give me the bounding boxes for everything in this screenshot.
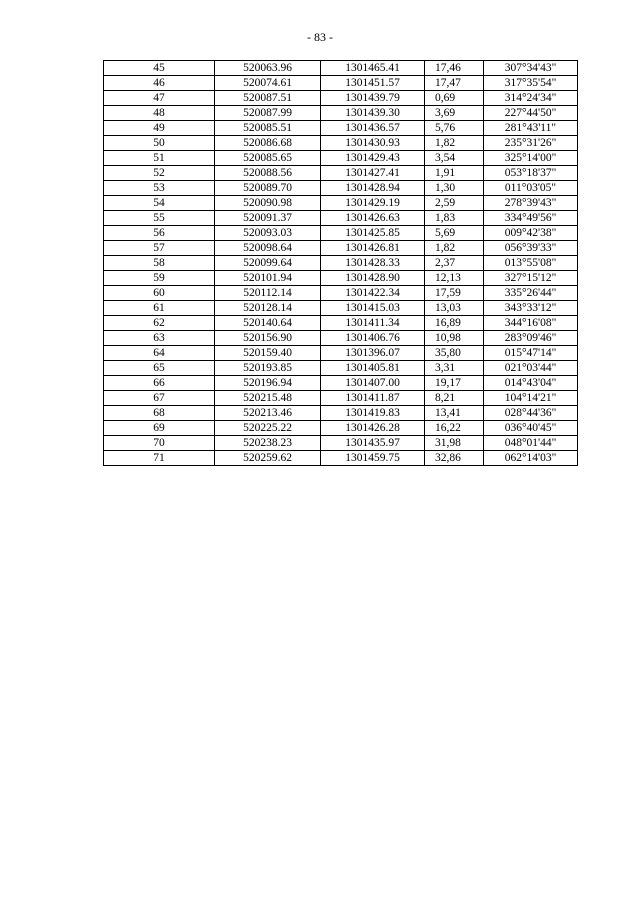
point-number-cell: 66 <box>104 376 215 391</box>
y-coordinate-cell: 1301436.57 <box>321 121 425 136</box>
table-row <box>104 391 578 406</box>
distance-cell: 13,41 <box>425 406 484 421</box>
x-coordinate-cell: 520225.22 <box>215 421 321 436</box>
point-number-cell: 64 <box>104 346 215 361</box>
table-row <box>104 181 578 196</box>
direction-angle-cell: 056°39'33" <box>484 241 578 256</box>
x-coordinate-cell: 520140.64 <box>215 316 321 331</box>
direction-angle-cell: 104°14'21" <box>484 391 578 406</box>
distance-cell: 3,31 <box>425 361 484 376</box>
direction-angle-cell: 048°01'44" <box>484 436 578 451</box>
y-coordinate-cell: 1301439.79 <box>321 91 425 106</box>
x-coordinate-cell: 520259.62 <box>215 451 321 466</box>
x-coordinate-cell: 520156.90 <box>215 331 321 346</box>
table-row <box>104 346 578 361</box>
direction-angle-cell: 343°33'12" <box>484 301 578 316</box>
table-row <box>104 361 578 376</box>
x-coordinate-cell: 520215.48 <box>215 391 321 406</box>
table-row <box>104 421 578 436</box>
x-coordinate-cell: 520159.40 <box>215 346 321 361</box>
point-number-cell: 69 <box>104 421 215 436</box>
page-number: - 83 - <box>307 30 333 44</box>
distance-cell: 16,22 <box>425 421 484 436</box>
point-number-cell: 60 <box>104 286 215 301</box>
table-row <box>104 301 578 316</box>
table-row <box>104 76 578 91</box>
x-coordinate-cell: 520087.99 <box>215 106 321 121</box>
point-number-cell: 68 <box>104 406 215 421</box>
direction-angle-cell: 028°44'36" <box>484 406 578 421</box>
point-number-cell: 71 <box>104 451 215 466</box>
point-number-cell: 45 <box>104 61 215 76</box>
direction-angle-cell: 314°24'34" <box>484 91 578 106</box>
point-number-cell: 52 <box>104 166 215 181</box>
y-coordinate-cell: 1301426.28 <box>321 421 425 436</box>
table-row <box>104 406 578 421</box>
x-coordinate-cell: 520074.61 <box>215 76 321 91</box>
distance-cell: 19,17 <box>425 376 484 391</box>
point-number-cell: 55 <box>104 211 215 226</box>
direction-angle-cell: 062°14'03" <box>484 451 578 466</box>
distance-cell: 1,83 <box>425 211 484 226</box>
table-row <box>104 136 578 151</box>
direction-angle-cell: 278°39'43" <box>484 196 578 211</box>
point-number-cell: 51 <box>104 151 215 166</box>
y-coordinate-cell: 1301428.94 <box>321 181 425 196</box>
x-coordinate-cell: 520093.03 <box>215 226 321 241</box>
x-coordinate-cell: 520098.64 <box>215 241 321 256</box>
table-row <box>104 271 578 286</box>
y-coordinate-cell: 1301435.97 <box>321 436 425 451</box>
y-coordinate-cell: 1301428.33 <box>321 256 425 271</box>
y-coordinate-cell: 1301407.00 <box>321 376 425 391</box>
x-coordinate-cell: 520101.94 <box>215 271 321 286</box>
distance-cell: 5,76 <box>425 121 484 136</box>
y-coordinate-cell: 1301396.07 <box>321 346 425 361</box>
x-coordinate-cell: 520099.64 <box>215 256 321 271</box>
x-coordinate-cell: 520063.96 <box>215 61 321 76</box>
table-row <box>104 316 578 331</box>
table-row <box>104 61 578 76</box>
y-coordinate-cell: 1301439.30 <box>321 106 425 121</box>
x-coordinate-cell: 520128.14 <box>215 301 321 316</box>
point-number-cell: 61 <box>104 301 215 316</box>
point-number-cell: 49 <box>104 121 215 136</box>
x-coordinate-cell: 520085.51 <box>215 121 321 136</box>
direction-angle-cell: 281°43'11" <box>484 121 578 136</box>
distance-cell: 31,98 <box>425 436 484 451</box>
table-row <box>104 121 578 136</box>
distance-cell: 17,46 <box>425 61 484 76</box>
x-coordinate-cell: 520086.68 <box>215 136 321 151</box>
point-number-cell: 48 <box>104 106 215 121</box>
y-coordinate-cell: 1301406.76 <box>321 331 425 346</box>
x-coordinate-cell: 520085.65 <box>215 151 321 166</box>
distance-cell: 8,21 <box>425 391 484 406</box>
table-row <box>104 166 578 181</box>
table-row <box>104 256 578 271</box>
point-number-cell: 57 <box>104 241 215 256</box>
distance-cell: 2,59 <box>425 196 484 211</box>
direction-angle-cell: 334°49'56" <box>484 211 578 226</box>
distance-cell: 35,80 <box>425 346 484 361</box>
distance-cell: 1,82 <box>425 136 484 151</box>
distance-cell: 0,69 <box>425 91 484 106</box>
table-row <box>104 451 578 466</box>
distance-cell: 16,89 <box>425 316 484 331</box>
point-number-cell: 65 <box>104 361 215 376</box>
distance-cell: 32,86 <box>425 451 484 466</box>
y-coordinate-cell: 1301411.87 <box>321 391 425 406</box>
direction-angle-cell: 227°44'50" <box>484 106 578 121</box>
direction-angle-cell: 307°34'43" <box>484 61 578 76</box>
y-coordinate-cell: 1301425.85 <box>321 226 425 241</box>
distance-cell: 12,13 <box>425 271 484 286</box>
table-body <box>104 61 578 466</box>
point-number-cell: 53 <box>104 181 215 196</box>
coordinates-table <box>103 60 578 466</box>
point-number-cell: 50 <box>104 136 215 151</box>
x-coordinate-cell: 520089.70 <box>215 181 321 196</box>
y-coordinate-cell: 1301429.43 <box>321 151 425 166</box>
table-row <box>104 376 578 391</box>
direction-angle-cell: 053°18'37" <box>484 166 578 181</box>
distance-cell: 10,98 <box>425 331 484 346</box>
distance-cell: 5,69 <box>425 226 484 241</box>
point-number-cell: 54 <box>104 196 215 211</box>
direction-angle-cell: 317°35'54" <box>484 76 578 91</box>
distance-cell: 3,69 <box>425 106 484 121</box>
table-row <box>104 331 578 346</box>
x-coordinate-cell: 520087.51 <box>215 91 321 106</box>
direction-angle-cell: 009°42'38" <box>484 226 578 241</box>
distance-cell: 1,91 <box>425 166 484 181</box>
y-coordinate-cell: 1301465.41 <box>321 61 425 76</box>
point-number-cell: 47 <box>104 91 215 106</box>
direction-angle-cell: 344°16'08" <box>484 316 578 331</box>
distance-cell: 2,37 <box>425 256 484 271</box>
y-coordinate-cell: 1301419.83 <box>321 406 425 421</box>
table-row <box>104 226 578 241</box>
direction-angle-cell: 015°47'14" <box>484 346 578 361</box>
point-number-cell: 56 <box>104 226 215 241</box>
point-number-cell: 58 <box>104 256 215 271</box>
table-row <box>104 151 578 166</box>
distance-cell: 1,30 <box>425 181 484 196</box>
table-row <box>104 211 578 226</box>
x-coordinate-cell: 520193.85 <box>215 361 321 376</box>
y-coordinate-cell: 1301426.63 <box>321 211 425 226</box>
table-row <box>104 286 578 301</box>
distance-cell: 13,03 <box>425 301 484 316</box>
y-coordinate-cell: 1301426.81 <box>321 241 425 256</box>
direction-angle-cell: 235°31'26" <box>484 136 578 151</box>
y-coordinate-cell: 1301430.93 <box>321 136 425 151</box>
table-row <box>104 91 578 106</box>
point-number-cell: 59 <box>104 271 215 286</box>
table-row <box>104 436 578 451</box>
x-coordinate-cell: 520088.56 <box>215 166 321 181</box>
distance-cell: 17,59 <box>425 286 484 301</box>
direction-angle-cell: 335°26'44" <box>484 286 578 301</box>
point-number-cell: 46 <box>104 76 215 91</box>
table-row <box>104 106 578 121</box>
y-coordinate-cell: 1301422.34 <box>321 286 425 301</box>
y-coordinate-cell: 1301415.03 <box>321 301 425 316</box>
direction-angle-cell: 011°03'05" <box>484 181 578 196</box>
x-coordinate-cell: 520238.23 <box>215 436 321 451</box>
point-number-cell: 62 <box>104 316 215 331</box>
x-coordinate-cell: 520196.94 <box>215 376 321 391</box>
table-row <box>104 241 578 256</box>
direction-angle-cell: 013°55'08" <box>484 256 578 271</box>
direction-angle-cell: 036°40'45" <box>484 421 578 436</box>
direction-angle-cell: 021°03'44" <box>484 361 578 376</box>
x-coordinate-cell: 520090.98 <box>215 196 321 211</box>
x-coordinate-cell: 520112.14 <box>215 286 321 301</box>
point-number-cell: 67 <box>104 391 215 406</box>
direction-angle-cell: 325°14'00" <box>484 151 578 166</box>
y-coordinate-cell: 1301428.90 <box>321 271 425 286</box>
point-number-cell: 70 <box>104 436 215 451</box>
distance-cell: 3,54 <box>425 151 484 166</box>
y-coordinate-cell: 1301427.41 <box>321 166 425 181</box>
distance-cell: 1,82 <box>425 241 484 256</box>
direction-angle-cell: 283°09'46" <box>484 331 578 346</box>
x-coordinate-cell: 520213.46 <box>215 406 321 421</box>
y-coordinate-cell: 1301411.34 <box>321 316 425 331</box>
x-coordinate-cell: 520091.37 <box>215 211 321 226</box>
y-coordinate-cell: 1301459.75 <box>321 451 425 466</box>
y-coordinate-cell: 1301451.57 <box>321 76 425 91</box>
y-coordinate-cell: 1301405.81 <box>321 361 425 376</box>
distance-cell: 17,47 <box>425 76 484 91</box>
y-coordinate-cell: 1301429.19 <box>321 196 425 211</box>
direction-angle-cell: 014°43'04" <box>484 376 578 391</box>
table-row <box>104 196 578 211</box>
point-number-cell: 63 <box>104 331 215 346</box>
direction-angle-cell: 327°15'12" <box>484 271 578 286</box>
